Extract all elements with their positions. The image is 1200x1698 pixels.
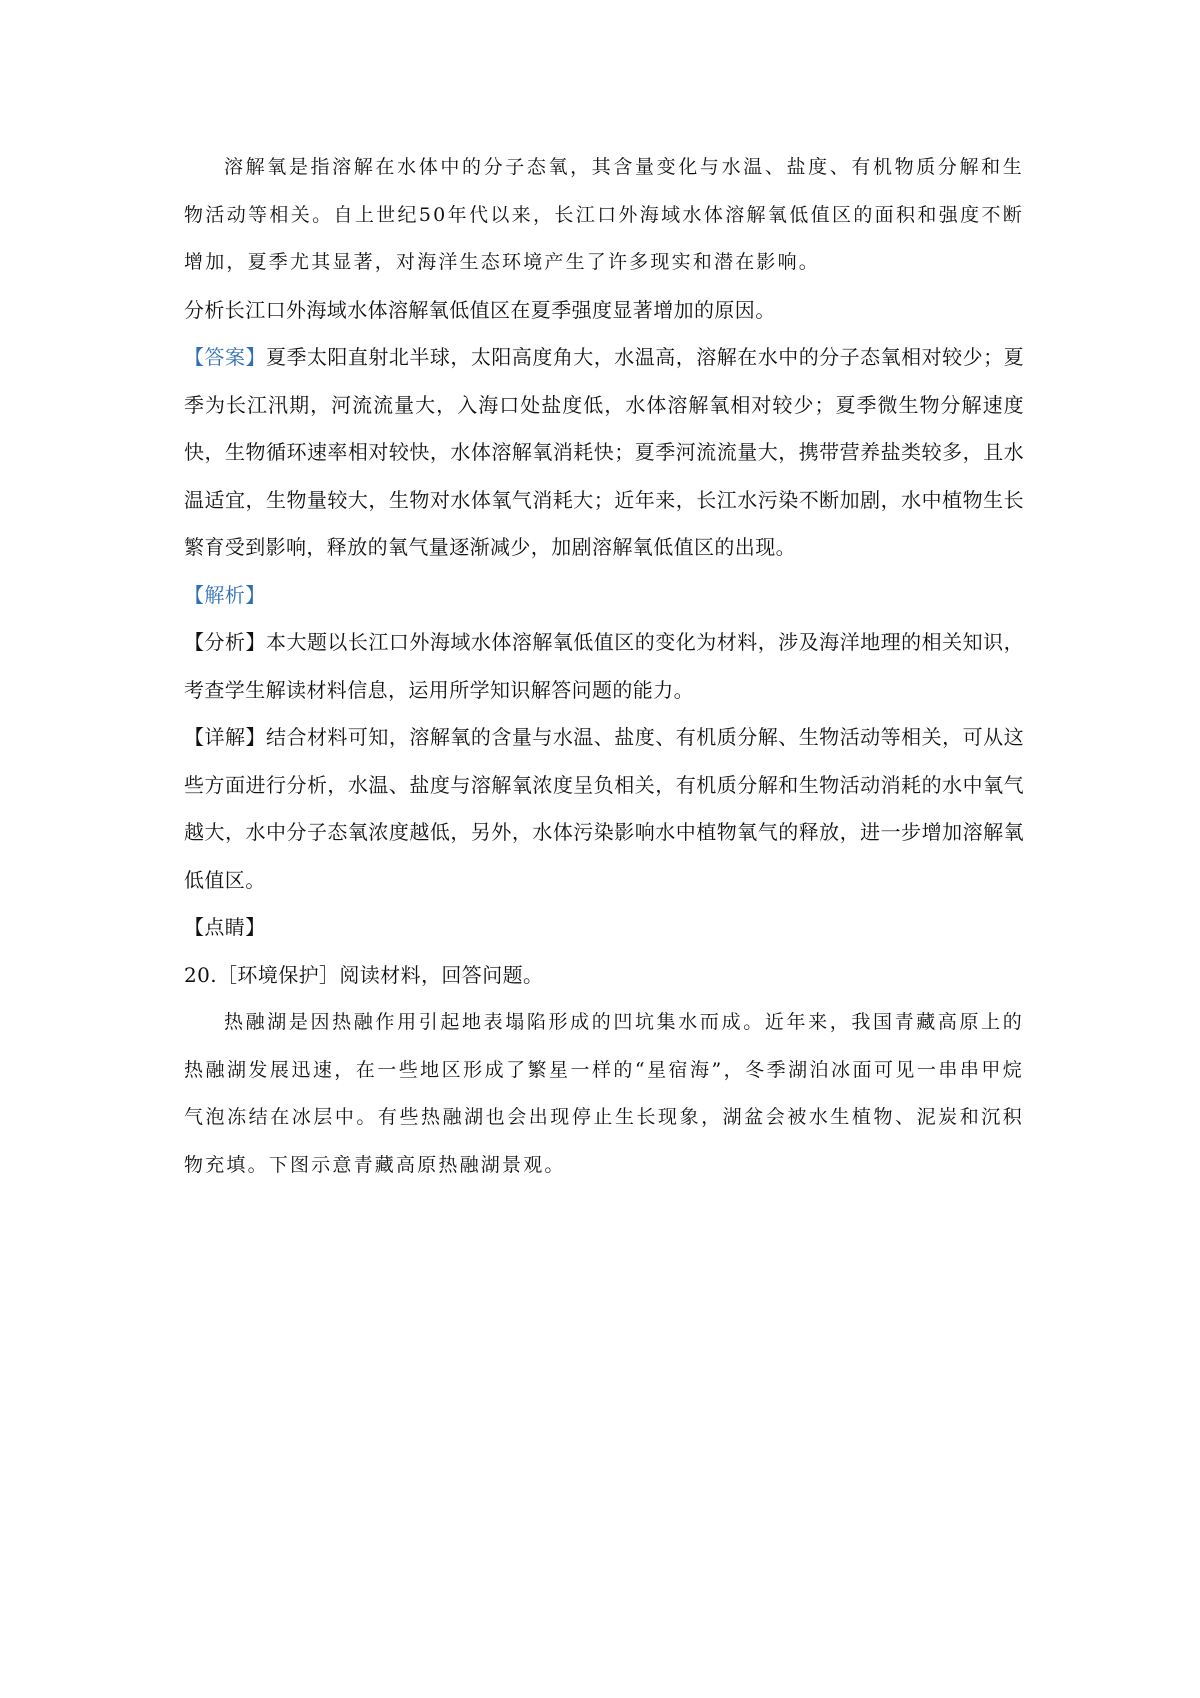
analysis-tag: 【解析】 [184, 582, 266, 607]
xiangjie-text: 结合材料可知，溶解氧的含量与水温、盐度、有机质分解、生物活动等相关，可从这些方面进行分析，水温、盐度与溶解氧浓度呈负相关，有机质分解和生物活动消耗的水中氧气越大，水中分子态氧浓度越低，另外，水体污染影响水中植物氧气的释放，进一步增加溶解氧低值区。 [184, 725, 1024, 892]
question-20-heading: 20.［环境保护］阅读材料，回答问题。 [184, 962, 544, 987]
material-paragraph-2: 热融湖是因热融作用引起地表塌陷形成的凹坑集水而成。近年来，我国青藏高原上的热融湖发展迅速，在一些地区形成了繁星一样的“星宿海”，冬季湖泊冰面可见一串串甲烷气泡冻结在冰层中。有些热融湖也会出现停止生长现象，湖盆会被水生植物、泥炭和沉积物充填。下图示意青藏高原热融湖景观。 [184, 1011, 1024, 1176]
document-content [184, 144, 1024, 1189]
dianjing-tag: 【点睛】 [184, 915, 266, 939]
question-prompt: 分析长江口外海域水体溶解氧低值区在夏季强度显著增加的原因。 [184, 297, 776, 322]
answer-paragraph [184, 334, 1024, 572]
fenxi-paragraph [184, 619, 1024, 714]
fenxi-text: 本大题以长江口外海域水体溶解氧低值区的变化为材料，涉及海洋地理的相关知识，考查学生解读材料信息，运用所学知识解答问题的能力。 [184, 630, 1024, 702]
xiangjie-tag: 【详解】 [184, 725, 266, 749]
answer-tag: 【答案】 [184, 345, 266, 369]
xiangjie-paragraph [184, 714, 1024, 904]
fenxi-tag: 【分析】 [184, 630, 266, 654]
answer-text: 夏季太阳直射北半球，太阳高度角大，水温高，溶解在水中的分子态氧相对较少；夏季为长江汛期，河流流量大，入海口处盐度低，水体溶解氧相对较少；夏季微生物分解速度快，生物循环速率相对较快，水体溶解氧消耗快；夏季河流流量大，携带营养盐类较多，且水温适宜，生物量较大，生物对水体氧气消耗大；近年来，长江水污染不断加剧，水中植物生长繁育受到影响，释放的氧气量逐渐减少，加剧溶解氧低值区的出现。 [184, 345, 1024, 559]
dianjing-heading [184, 904, 1024, 952]
material-paragraph-1: 溶解氧是指溶解在水体中的分子态氧，其含量变化与水温、盐度、有机物质分解和生物活动等相关。自上世纪50年代以来，长江口外海域水体溶解氧低值区的面积和强度不断增加，夏季尤其显著，对海洋生态环境产生了许多现实和潜在影响。 [184, 156, 1024, 273]
analysis-heading [184, 572, 1024, 620]
